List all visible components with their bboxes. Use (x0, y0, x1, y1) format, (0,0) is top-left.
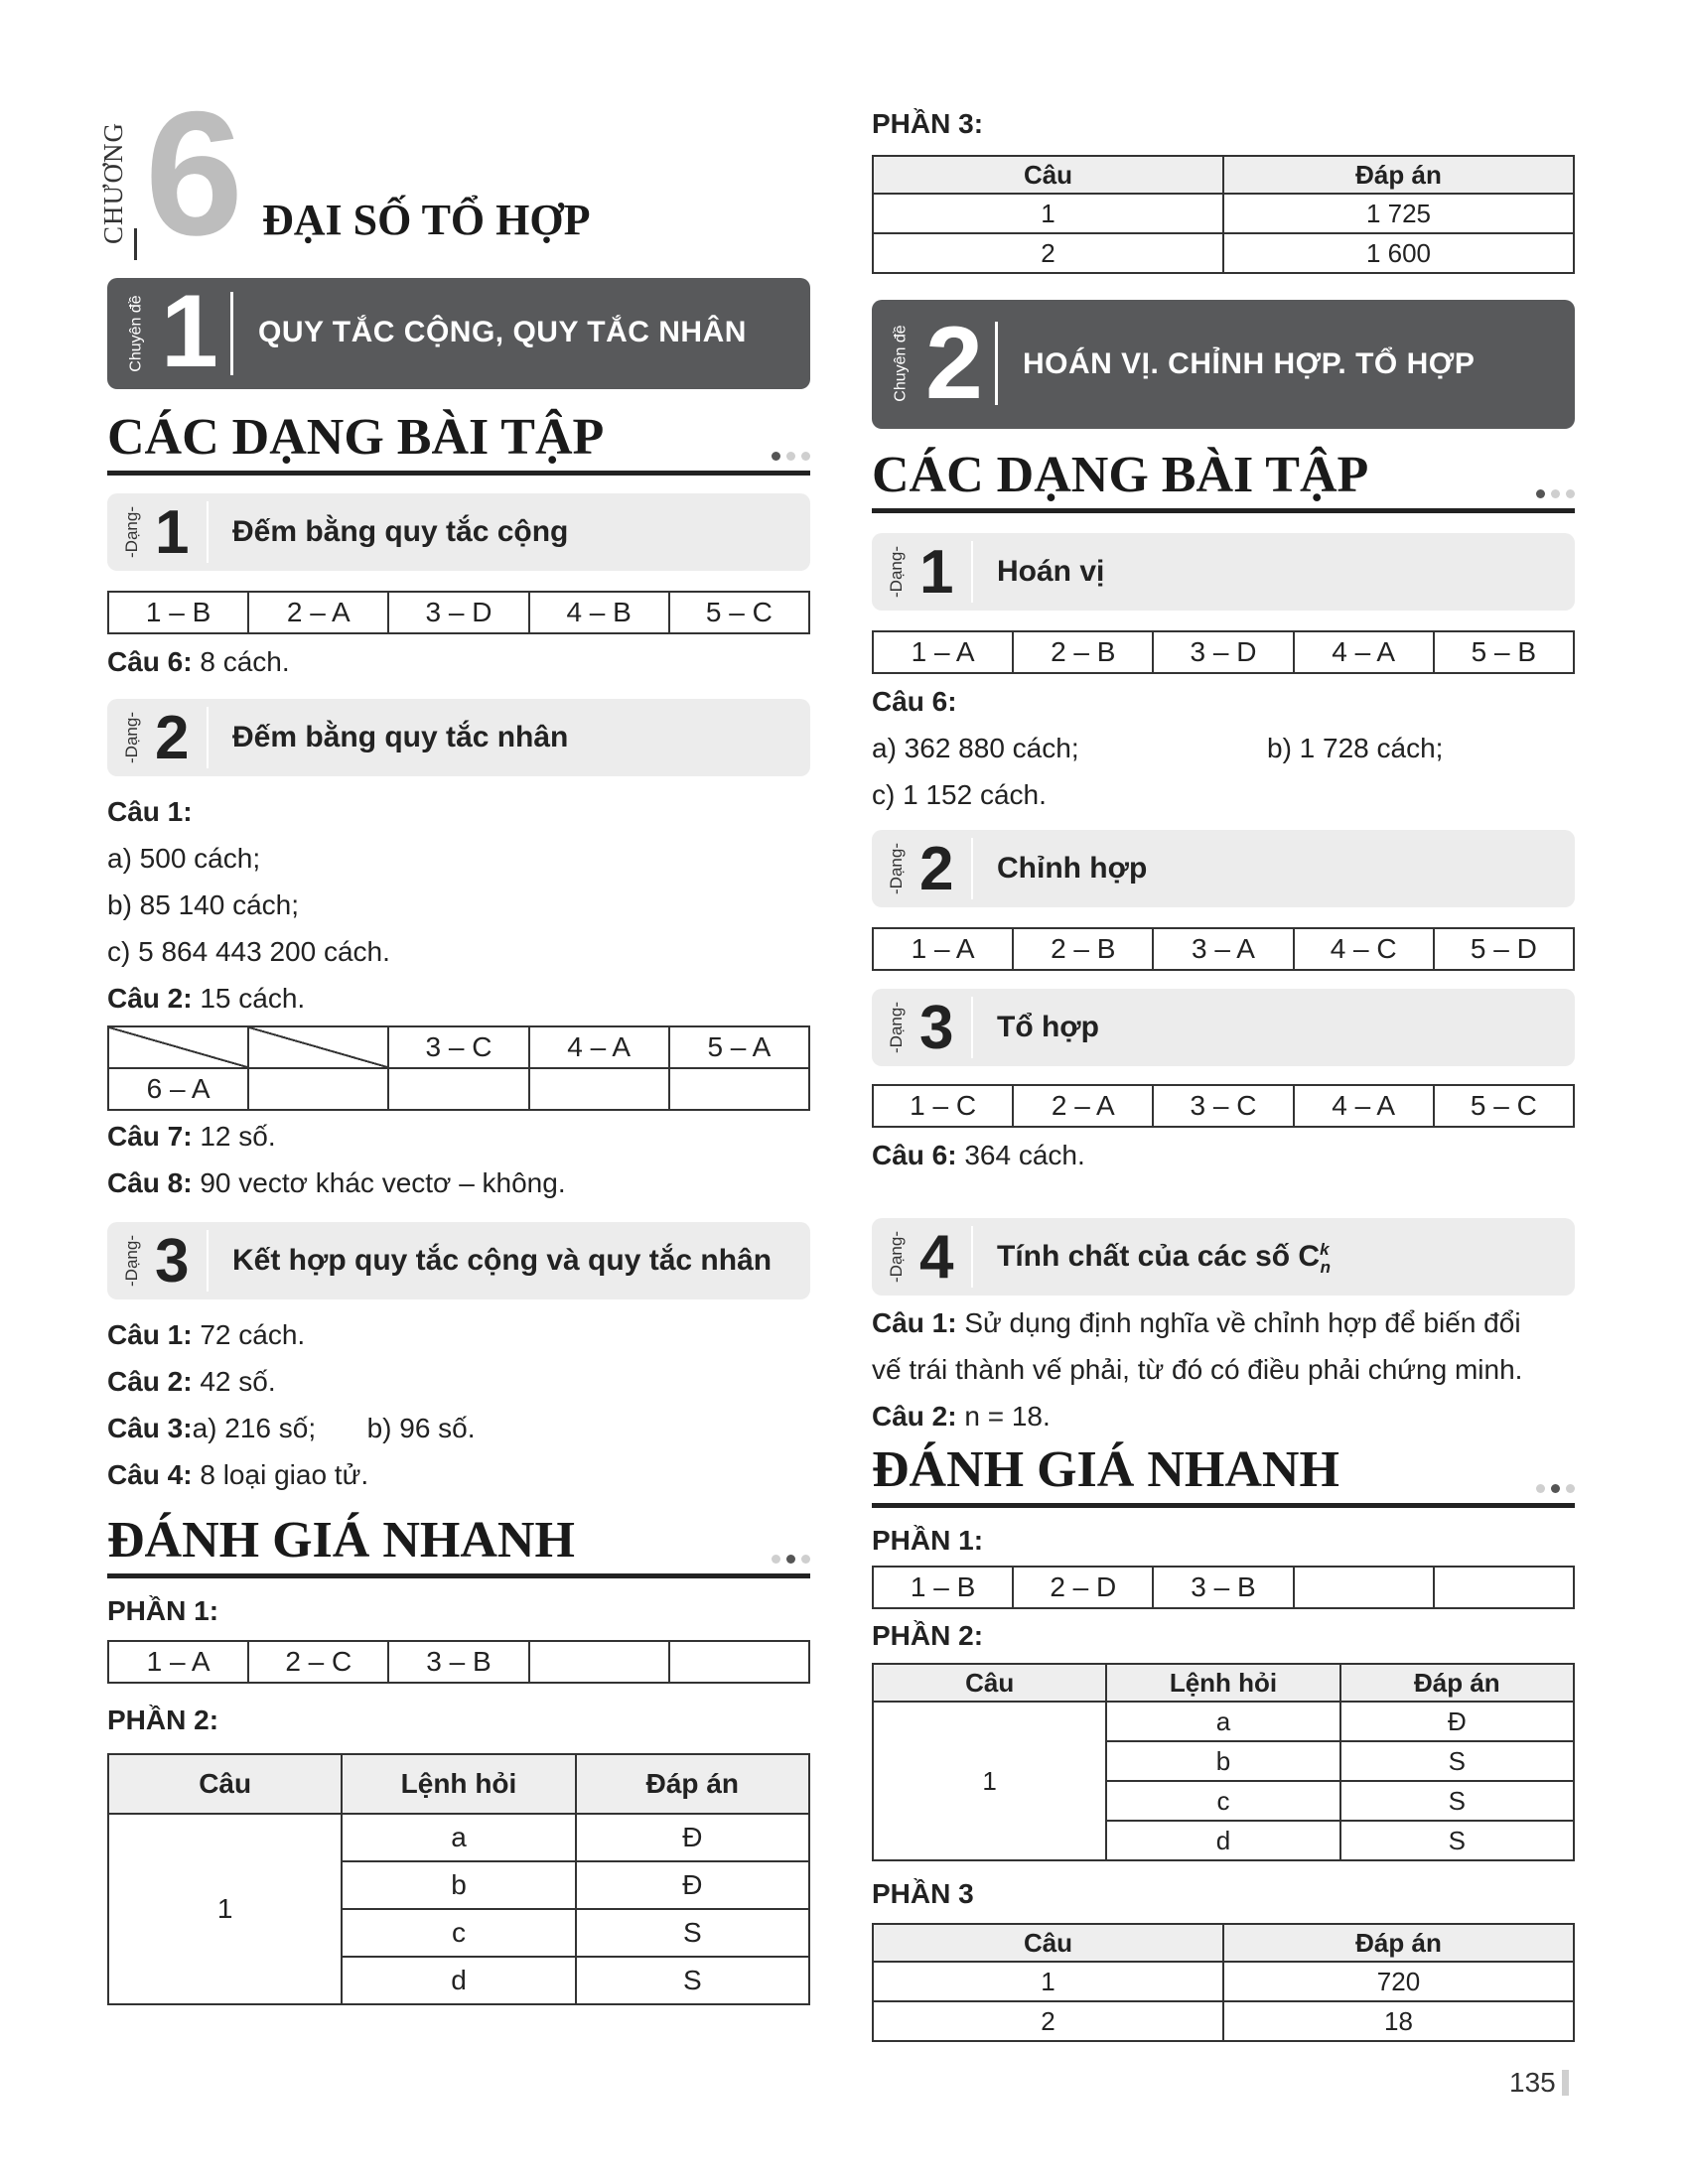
answer-grid (872, 1566, 1575, 1609)
item-cell: d (1106, 1821, 1339, 1860)
dang-label: -Dạng- (887, 546, 906, 598)
answer-line: b) 85 140 cách; (107, 889, 300, 920)
answer-cell: 1 – B (108, 592, 248, 633)
item-cell: b (342, 1861, 575, 1909)
dang-number: 1 (919, 538, 954, 607)
item-cell: d (342, 1957, 575, 2004)
question-cell: 2 (873, 233, 1223, 273)
dang-label: -Dạng- (122, 1235, 141, 1287)
answer-cell: S (576, 1909, 809, 1957)
empty-cell (669, 1641, 809, 1683)
item-cell: c (1106, 1781, 1339, 1821)
part3-table (872, 1923, 1575, 2042)
dang-label: -Dạng- (122, 506, 141, 558)
dang-title: Tổ hợp (997, 1011, 1099, 1043)
section-dots (772, 1555, 810, 1564)
section-dots (772, 452, 810, 461)
answer-cell: 2 – D (1013, 1567, 1153, 1608)
answer-line: Câu 2: 42 số. (107, 1366, 276, 1397)
table-header: Câu (873, 1924, 1223, 1962)
dang-3-box (107, 1222, 810, 1299)
answer-grid (872, 927, 1575, 971)
answer-grid (872, 630, 1575, 674)
answer-line: Câu 1: 72 cách. (107, 1319, 306, 1350)
table-header: Câu (873, 156, 1223, 194)
dang-2-box (872, 830, 1575, 907)
answer-cell: 5 – B (1434, 631, 1574, 673)
answer-cell: Đ (576, 1814, 809, 1861)
topic-label: Chuyên đề (128, 295, 146, 372)
answer-cell: 2 – A (248, 592, 388, 633)
answer-line: Câu 2: 15 cách. (107, 983, 306, 1014)
answer-cell: 1 600 (1223, 233, 1574, 273)
true-false-table (107, 1753, 810, 2005)
section-heading (107, 409, 810, 476)
answer-cell: 1 – A (873, 928, 1013, 970)
dang-number: 2 (155, 704, 190, 772)
true-false-table (872, 1663, 1575, 1861)
answer-cell: 5 – C (669, 592, 809, 633)
dang-label: -Dạng- (887, 843, 906, 894)
chapter-label: CHƯƠNG (97, 121, 128, 244)
answer-cell: S (1340, 1781, 1574, 1821)
answer-line: vế trái thành vế phải, từ đó có điều phải chứng minh. (872, 1354, 1523, 1385)
answer-line: a) 500 cách; (107, 843, 261, 874)
item-cell: a (342, 1814, 575, 1861)
answer-grid (872, 1084, 1575, 1128)
topic-divider (230, 292, 233, 375)
dang-title: Đếm bằng quy tắc nhân (232, 721, 569, 753)
answer-cell: 3 – A (1153, 928, 1293, 970)
table-header: Đáp án (1223, 1924, 1574, 1962)
answer-cell: 2 – B (1013, 631, 1153, 673)
topic-title: HOÁN VỊ. CHỈNH HỢP. TỔ HỢP (1023, 347, 1476, 380)
dang-title: Hoán vị (997, 555, 1105, 588)
dang-label: -Dạng- (887, 1002, 906, 1053)
answer-cell: 4 – A (1294, 1085, 1434, 1127)
answer-line: Câu 6: 8 cách. (107, 646, 290, 677)
table-header: Đáp án (1223, 156, 1574, 194)
answer-line: Câu 2: n = 18. (872, 1401, 1051, 1432)
answer-cell: 2 – C (248, 1641, 388, 1683)
table-header: Lệnh hỏi (1106, 1664, 1339, 1702)
answer-cell: 3 – D (388, 592, 528, 633)
empty-cell (669, 1068, 809, 1110)
part-title: PHẦN 2: (872, 1620, 984, 1651)
page-marker (1562, 2070, 1569, 2096)
dang-title: Đếm bằng quy tắc cộng (232, 515, 569, 548)
table-header: Lệnh hỏi (342, 1754, 575, 1814)
answer-cell: 4 – C (1294, 928, 1434, 970)
answer-line: Câu 6: (872, 686, 957, 717)
empty-cell (248, 1026, 388, 1068)
topic-number: 1 (161, 274, 218, 389)
empty-cell (388, 1068, 528, 1110)
part3-table (872, 155, 1575, 274)
answer-line: Câu 4: 8 loại giao tử. (107, 1459, 369, 1490)
answer-cell: 1 – C (873, 1085, 1013, 1127)
answer-cell: 3 – B (388, 1641, 528, 1683)
table-header: Câu (108, 1754, 342, 1814)
answer-cell: 1 725 (1223, 194, 1574, 233)
item-cell: b (1106, 1741, 1339, 1781)
section-dots (1536, 1484, 1575, 1493)
chapter-number: 6 (145, 74, 243, 272)
chapter-bar (134, 228, 137, 260)
dang-2-box (107, 699, 810, 776)
answer-cell: Đ (576, 1861, 809, 1909)
dang-number: 2 (919, 835, 954, 903)
answer-line: Câu 1: (107, 796, 193, 827)
dang-1-box (872, 533, 1575, 611)
empty-cell (529, 1641, 669, 1683)
topic-2-banner (872, 300, 1575, 429)
dang-title: Chỉnh hợp (997, 852, 1148, 885)
section-dots (1536, 489, 1575, 498)
table-header: Đáp án (1340, 1664, 1574, 1702)
dang-number: 3 (919, 994, 954, 1062)
right-column (872, 0, 1575, 2042)
answer-cell: 720 (1223, 1962, 1574, 2001)
part-title: PHẦN 1: (107, 1595, 219, 1626)
left-column (97, 0, 810, 2005)
question-cell: 1 (108, 1814, 342, 2004)
section-heading (872, 447, 1575, 513)
dang-label: -Dạng- (887, 1231, 906, 1283)
topic-number: 2 (925, 306, 983, 421)
answer-grid (107, 591, 810, 634)
empty-cell (1434, 1567, 1574, 1608)
answer-cell: 3 – D (1153, 631, 1293, 673)
empty-cell (529, 1068, 669, 1110)
section-title: ĐÁNH GIÁ NHANH (872, 1441, 1339, 1498)
answer-cell: 1 – A (873, 631, 1013, 673)
answer-line: a) 362 880 cách; b) 1 728 cách; (872, 733, 1444, 763)
answer-grid (107, 1640, 810, 1684)
question-cell: 2 (873, 2001, 1223, 2041)
answer-cell: 5 – C (1434, 1085, 1574, 1127)
answer-cell: 4 – A (1294, 631, 1434, 673)
answer-line: Câu 1: Sử dụng định nghĩa về chỉnh hợp để biến đổi (872, 1307, 1521, 1338)
dang-label: -Dạng- (122, 712, 141, 763)
answer-cell: Đ (1340, 1702, 1574, 1741)
item-cell: a (1106, 1702, 1339, 1741)
dang-1-box (107, 493, 810, 571)
page-number: 135 (1509, 2067, 1569, 2099)
dang-number: 3 (155, 1227, 190, 1296)
dang-4-box (872, 1218, 1575, 1296)
section-title: ĐÁNH GIÁ NHANH (107, 1512, 575, 1569)
answer-line: Câu 8: 90 vectơ khác vectơ – không. (107, 1167, 566, 1198)
answer-cell: 4 – B (529, 592, 669, 633)
answer-cell: 1 – A (108, 1641, 248, 1683)
question-cell: 1 (873, 1962, 1223, 2001)
answer-line: Câu 3:a) 216 số; b) 96 số. (107, 1413, 476, 1443)
topic-label: Chuyên đề (893, 325, 911, 402)
answer-cell: 6 – A (108, 1068, 248, 1110)
item-cell: c (342, 1909, 575, 1957)
section-heading (872, 1441, 1575, 1508)
empty-cell (108, 1026, 248, 1068)
answer-line: Câu 6: 364 cách. (872, 1140, 1085, 1170)
answer-cell: 3 – B (1153, 1567, 1293, 1608)
part-title: PHẦN 2: (107, 1705, 219, 1735)
section-title: CÁC DẠNG BÀI TẬP (872, 447, 1369, 503)
answer-cell: 3 – C (1153, 1085, 1293, 1127)
part-title: PHẦN 3 (872, 1878, 974, 1909)
answer-grid (107, 1025, 810, 1111)
answer-cell: 5 – D (1434, 928, 1574, 970)
dang-number: 1 (155, 498, 190, 567)
topic-1-banner (107, 274, 810, 389)
table-header: Đáp án (576, 1754, 809, 1814)
table-header: Câu (873, 1664, 1106, 1702)
answer-cell: 2 – A (1013, 1085, 1153, 1127)
answer-cell: S (1340, 1741, 1574, 1781)
section-title: CÁC DẠNG BÀI TẬP (107, 409, 605, 466)
chapter-header (97, 74, 810, 272)
dang-number: 4 (919, 1223, 954, 1292)
answer-cell: S (576, 1957, 809, 2004)
section-heading (107, 1512, 810, 1578)
answer-cell: 5 – A (669, 1026, 809, 1068)
dang-title: Tính chất của các số $C^k_n$ (997, 1240, 1331, 1277)
empty-cell (248, 1068, 388, 1110)
answer-line: c) 5 864 443 200 cách. (107, 936, 390, 967)
question-cell: 1 (873, 1702, 1106, 1860)
empty-cell (1294, 1567, 1434, 1608)
answer-cell: 2 – B (1013, 928, 1153, 970)
answer-cell: 18 (1223, 2001, 1574, 2041)
answer-cell: 3 – C (388, 1026, 528, 1068)
topic-title: QUY TẮC CỘNG, QUY TẮC NHÂN (258, 316, 747, 348)
dang-title: Kết hợp quy tắc cộng và quy tắc nhân (232, 1244, 773, 1277)
chapter-title: ĐẠI SỐ TỔ HỢP (262, 196, 591, 244)
dang-3-box (872, 989, 1575, 1066)
question-cell: 1 (873, 194, 1223, 233)
topic-divider (995, 322, 998, 405)
answer-line: Câu 7: 12 số. (107, 1121, 276, 1152)
answer-cell: 4 – A (529, 1026, 669, 1068)
part-title: PHẦN 1: (872, 1525, 984, 1556)
answer-line: c) 1 152 cách. (872, 779, 1047, 810)
answer-cell: 1 – B (873, 1567, 1013, 1608)
part-title: PHẦN 3: (872, 108, 984, 139)
answer-cell: S (1340, 1821, 1574, 1860)
